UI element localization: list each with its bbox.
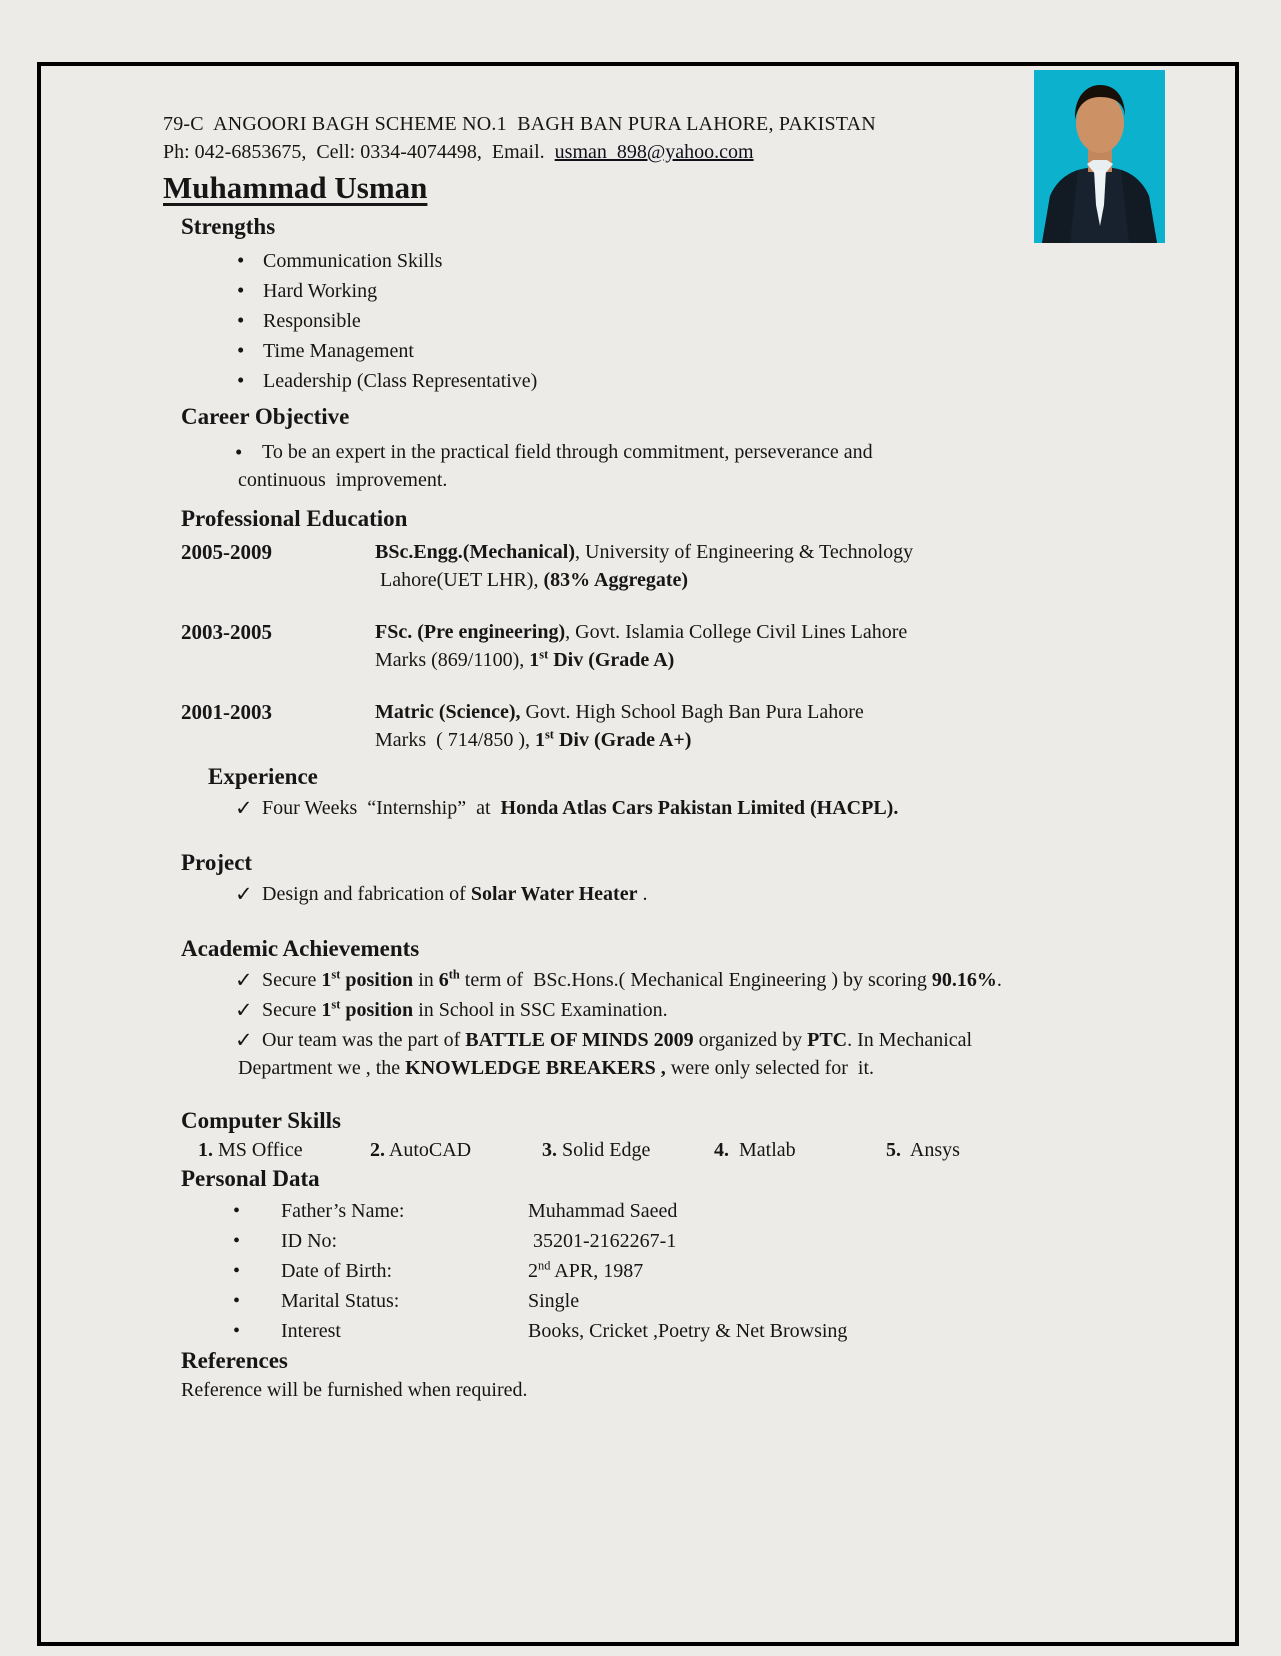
strength-text: Responsible <box>263 310 361 332</box>
section-title-education: Professional Education <box>181 506 408 531</box>
section-title-computer-skills: Computer Skills <box>181 1108 341 1133</box>
achievement-item <box>163 966 1123 994</box>
strengths-list <box>163 246 1123 396</box>
section-title-project: Project <box>181 850 253 875</box>
section-title-strengths: Strengths <box>181 214 276 239</box>
achievement-item <box>163 996 1123 1024</box>
skill-item <box>198 1136 370 1164</box>
check-icon: ✓ <box>235 998 253 1022</box>
personal-data-value: Books, Cricket ,Poetry & Net Browsing <box>528 1320 848 1342</box>
skill-number: 3. <box>542 1139 557 1161</box>
education-entry <box>181 538 1123 594</box>
computer-skills-row <box>198 1136 1123 1164</box>
personal-data-label: ID No: <box>281 1230 338 1252</box>
check-icon: ✓ <box>235 882 253 906</box>
achievement-text: Department we , the KNOWLEDGE BREAKERS , were only selected for it. <box>238 1057 875 1079</box>
skill-item <box>886 1136 960 1164</box>
section-title-personal-data: Personal Data <box>181 1166 320 1191</box>
skill-item <box>542 1136 714 1164</box>
strength-text: Time Management <box>263 340 414 362</box>
achievement-text: Secure 1st position in School in SSC Examination. <box>262 997 668 1021</box>
portrait-photo <box>1034 70 1165 243</box>
bullet-icon: • <box>235 440 243 464</box>
contact-line <box>163 138 1123 166</box>
section-title-references: References <box>181 1348 288 1373</box>
skill-label: Solid Edge <box>557 1139 651 1161</box>
bullet-icon: • <box>233 1200 241 1222</box>
achievement-item <box>163 1026 1123 1082</box>
skill-label: AutoCAD <box>385 1139 472 1161</box>
bullet-icon: • <box>233 1260 241 1282</box>
objective-line: To be an expert in the practical field through commitment, perseverance and <box>262 441 873 463</box>
education-description <box>375 698 1123 754</box>
education-line: Marks (869/1100), 1st Div (Grade A) <box>375 647 675 671</box>
list-item <box>163 276 1123 306</box>
list-item <box>163 306 1123 336</box>
bullet-icon: • <box>237 248 245 272</box>
education-entry <box>181 698 1123 754</box>
career-objective-item <box>163 438 1123 494</box>
education-years: 2005-2009 <box>181 540 272 564</box>
skill-item <box>714 1136 886 1164</box>
personal-data-list <box>163 1196 1123 1346</box>
bullet-icon: • <box>237 368 245 392</box>
personal-data-label: Marital Status: <box>281 1290 400 1312</box>
education-line: Marks ( 714/850 ), 1st Div (Grade A+) <box>375 727 692 751</box>
personal-data-row <box>163 1286 1123 1316</box>
section-title-achievements: Academic Achievements <box>181 936 420 961</box>
strength-text: Communication Skills <box>263 250 443 272</box>
check-icon: ✓ <box>235 968 253 992</box>
personal-data-label: Date of Birth: <box>281 1260 393 1282</box>
phone-email-label: Ph: 042-6853675, Cell: 0334-4074498, Email. <box>163 141 555 163</box>
bullet-icon: • <box>237 338 245 362</box>
personal-data-value: Muhammad Saeed <box>528 1200 678 1222</box>
candidate-name: Muhammad Usman <box>163 170 428 205</box>
achievement-text: Our team was the part of BATTLE OF MINDS 2009 organized by PTC. In Mechanical <box>262 1029 973 1051</box>
list-item <box>163 336 1123 366</box>
personal-data-row <box>163 1196 1123 1226</box>
education-line: Matric (Science), Govt. High School Bagh Ban Pura Lahore <box>375 701 864 723</box>
skill-label: Matlab <box>729 1139 796 1161</box>
portrait-photo-image <box>1034 70 1165 243</box>
skill-number: 1. <box>198 1139 213 1161</box>
address-line: 79-C ANGOORI BAGH SCHEME NO.1 BAGH BAN PURA LAHORE, PAKISTAN <box>163 113 876 135</box>
skill-label: Ansys <box>901 1139 960 1161</box>
page-border-frame <box>37 62 1239 1646</box>
bullet-icon: • <box>233 1320 241 1342</box>
skill-number: 2. <box>370 1139 385 1161</box>
resume-content <box>163 110 1123 1404</box>
bullet-icon: • <box>237 308 245 332</box>
skill-number: 4. <box>714 1139 729 1161</box>
project-item <box>163 880 1123 908</box>
skill-number: 5. <box>886 1139 901 1161</box>
education-line: FSc. (Pre engineering), Govt. Islamia College Civil Lines Lahore <box>375 621 908 643</box>
strength-text: Hard Working <box>263 280 378 302</box>
bullet-icon: • <box>233 1290 241 1312</box>
email-link[interactable]: usman_898@yahoo.com <box>554 141 754 163</box>
personal-data-row <box>163 1226 1123 1256</box>
personal-data-label: Father’s Name: <box>281 1200 405 1222</box>
check-icon: ✓ <box>235 796 253 820</box>
achievement-text: Secure 1st position in 6th term of BSc.Hons.( Mechanical Engineering ) by scoring 90.16%. <box>262 967 1002 991</box>
strength-text: Leadership (Class Representative) <box>263 370 538 392</box>
personal-data-row <box>163 1256 1123 1286</box>
personal-data-label: Interest <box>281 1320 341 1342</box>
bullet-icon: • <box>233 1230 241 1252</box>
experience-text: Four Weeks “Internship” at Honda Atlas Cars Pakistan Limited (HACPL). <box>262 797 899 819</box>
personal-data-value: 35201-2162267-1 <box>528 1230 677 1252</box>
skill-item <box>370 1136 542 1164</box>
education-years: 2001-2003 <box>181 700 272 724</box>
experience-item <box>163 794 1123 822</box>
skill-label: MS Office <box>213 1139 303 1161</box>
check-icon: ✓ <box>235 1028 253 1052</box>
references-text: Reference will be furnished when required. <box>181 1379 528 1401</box>
personal-data-row <box>163 1316 1123 1346</box>
list-item <box>163 246 1123 276</box>
section-title-experience: Experience <box>208 764 318 789</box>
education-description <box>375 618 1123 674</box>
education-description <box>375 538 1123 594</box>
education-line: BSc.Engg.(Mechanical), University of Engineering & Technology <box>375 541 914 563</box>
education-years: 2003-2005 <box>181 620 272 644</box>
section-title-career-objective: Career Objective <box>181 404 350 429</box>
education-entry <box>181 618 1123 674</box>
list-item <box>163 366 1123 396</box>
personal-data-value: 2nd APR, 1987 <box>528 1258 644 1282</box>
bullet-icon: • <box>237 278 245 302</box>
personal-data-value: Single <box>528 1290 580 1312</box>
project-text: Design and fabrication of Solar Water Heater . <box>262 883 648 905</box>
objective-line: continuous improvement. <box>238 469 448 491</box>
education-line: Lahore(UET LHR), (83% Aggregate) <box>375 569 689 591</box>
